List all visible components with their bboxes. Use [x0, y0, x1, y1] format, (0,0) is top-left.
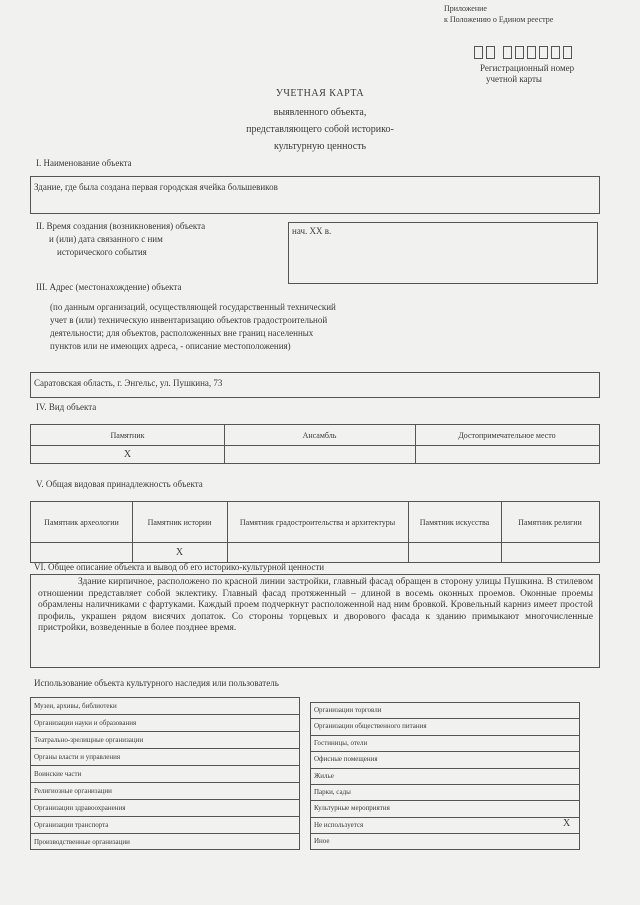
section-3-value: Саратовская область, г. Энгельс, ул. Пушкина, 73	[34, 378, 223, 388]
section-3-box	[30, 372, 600, 398]
vid-col-ensemble: Ансамбль	[302, 430, 337, 440]
usage-right-item: Офисные помещения	[314, 755, 378, 764]
reg-digit-box	[551, 46, 560, 59]
usage-left-item: Организации науки и образования	[34, 719, 137, 727]
section-3-line-4: деятельности; для объектов, расположенных вне границ населенных	[50, 328, 314, 338]
section-4-table	[30, 424, 600, 464]
usage-left-item: Органы власти и управления	[34, 753, 121, 761]
section-5-table	[30, 501, 600, 563]
section-3-line-3: учет в (или) техническую инвентаризацию объектов градостроительной	[50, 315, 328, 325]
kind-mark-history: X	[175, 546, 184, 558]
section-2-line-2: и (или) дата связанного с ним	[49, 234, 163, 244]
kind-mark-archaeology	[31, 542, 132, 562]
kind-col-archaeology: Памятник археологии	[44, 517, 119, 527]
vid-mark-monument: X	[123, 448, 132, 460]
title-line-1: УЧЕТНАЯ КАРТА	[275, 88, 365, 99]
usage-right-item: Гостиницы, отели	[314, 738, 368, 747]
section-6-label: VI. Общее описание объекта и вывод об его историко-культурной ценности	[34, 562, 325, 572]
reg-digit-box	[486, 46, 495, 59]
usage-left-item: Воинские части	[34, 770, 82, 778]
usage-left-item: Организации здравоохранения	[34, 804, 126, 812]
kind-col-religion: Памятник религии	[518, 517, 582, 527]
reg-caption-line-2: учетной карты	[486, 74, 542, 84]
kind-col-architecture: Памятник градостроительства и архитектуры	[239, 517, 396, 527]
title-line-4: культурную ценность	[273, 141, 367, 152]
usage-label: Использование объекта культурного наследия или пользователь	[34, 678, 279, 688]
section-3-line-5: пунктов или не имеющих адреса, - описание местоположения)	[50, 341, 291, 351]
usage-right-item: Парки, сады	[314, 788, 351, 796]
kind-col-history: Памятник истории	[147, 517, 212, 527]
appendix-line-2: к Положению о Едином реестре	[444, 15, 554, 24]
title-line-3: представляющего собой историко-	[246, 124, 394, 135]
reg-digit-box	[539, 46, 548, 59]
reg-digit-box	[503, 46, 512, 59]
usage-right-item: Не используется	[314, 820, 364, 829]
usage-right-item: Жилье	[314, 771, 334, 780]
appendix-line-1: Приложение	[444, 4, 487, 13]
section-5-label: V. Общая видовая принадлежность объекта	[36, 479, 203, 489]
usage-left-item: Театрально-зрелищные организации	[34, 736, 144, 744]
usage-right-item: Культурные мероприятия	[314, 804, 390, 813]
section-1-value: Здание, где была создана первая городская ячейка большевиков	[34, 182, 278, 192]
reg-digit-box	[563, 46, 572, 59]
section-2-line-3: исторического события	[57, 247, 147, 257]
usage-right-mark: X	[563, 817, 571, 829]
section-6-description: Здание кирпичное, расположено по красной линии застройки, главный фасад обращен в сторону улицы Пушкина. В стилевом отношении представляет собой эклектику. Главный фасад протяженный – длиной в восемь оконных проемов. Оконные проемы обрамлены наличниками с фартуками. Каждый проем подчеркнут расположенной над ним бровкой. Кровельный карниз имеет простой профиль, украшен рядом висячих допаток. Со стороны торцевых и дворового фасада к зданию примыкают многочисленные пристройки, возведенные в более позднее время.	[38, 577, 593, 633]
kind-mark-architecture	[227, 542, 408, 562]
section-1-box	[30, 176, 600, 214]
kind-col-art: Памятник искусства	[419, 517, 490, 527]
title-line-2: выявленного объекта,	[273, 107, 367, 118]
usage-left-item: Производственные организации	[34, 838, 130, 846]
reg-caption-line-1: Регистрационный номер	[480, 63, 575, 73]
vid-col-landmark: Достопримечательное место	[458, 430, 556, 440]
kind-mark-art	[408, 542, 501, 562]
vid-mark-landmark	[415, 445, 599, 463]
section-2-box	[288, 222, 598, 284]
usage-right-item: Организации торговли	[314, 706, 382, 714]
usage-right-item: Организации общественного питания	[314, 722, 427, 731]
vid-col-monument: Памятник	[110, 430, 145, 440]
usage-left-item: Музеи, архивы, библиотеки	[34, 702, 117, 710]
usage-left-item: Религиозные организации	[34, 787, 112, 795]
section-1-label: I. Наименование объекта	[36, 158, 132, 168]
vid-mark-ensemble	[224, 445, 415, 463]
section-4-label: IV. Вид объекта	[36, 402, 97, 412]
section-2-value: нач. XX в.	[292, 226, 332, 236]
section-2-line-1: II. Время создания (возникновения) объекта	[36, 221, 206, 231]
section-3-line-2: (по данным организаций, осуществляющей государственный технический	[50, 302, 336, 312]
usage-right-item: Иное	[314, 837, 330, 846]
usage-left-item: Организации транспорта	[34, 821, 109, 829]
reg-digit-box	[474, 46, 483, 59]
reg-digit-box	[527, 46, 536, 59]
section-3-line-1: III. Адрес (местонахождение) объекта	[36, 282, 182, 292]
kind-mark-religion	[501, 542, 599, 562]
reg-digit-box	[515, 46, 524, 59]
